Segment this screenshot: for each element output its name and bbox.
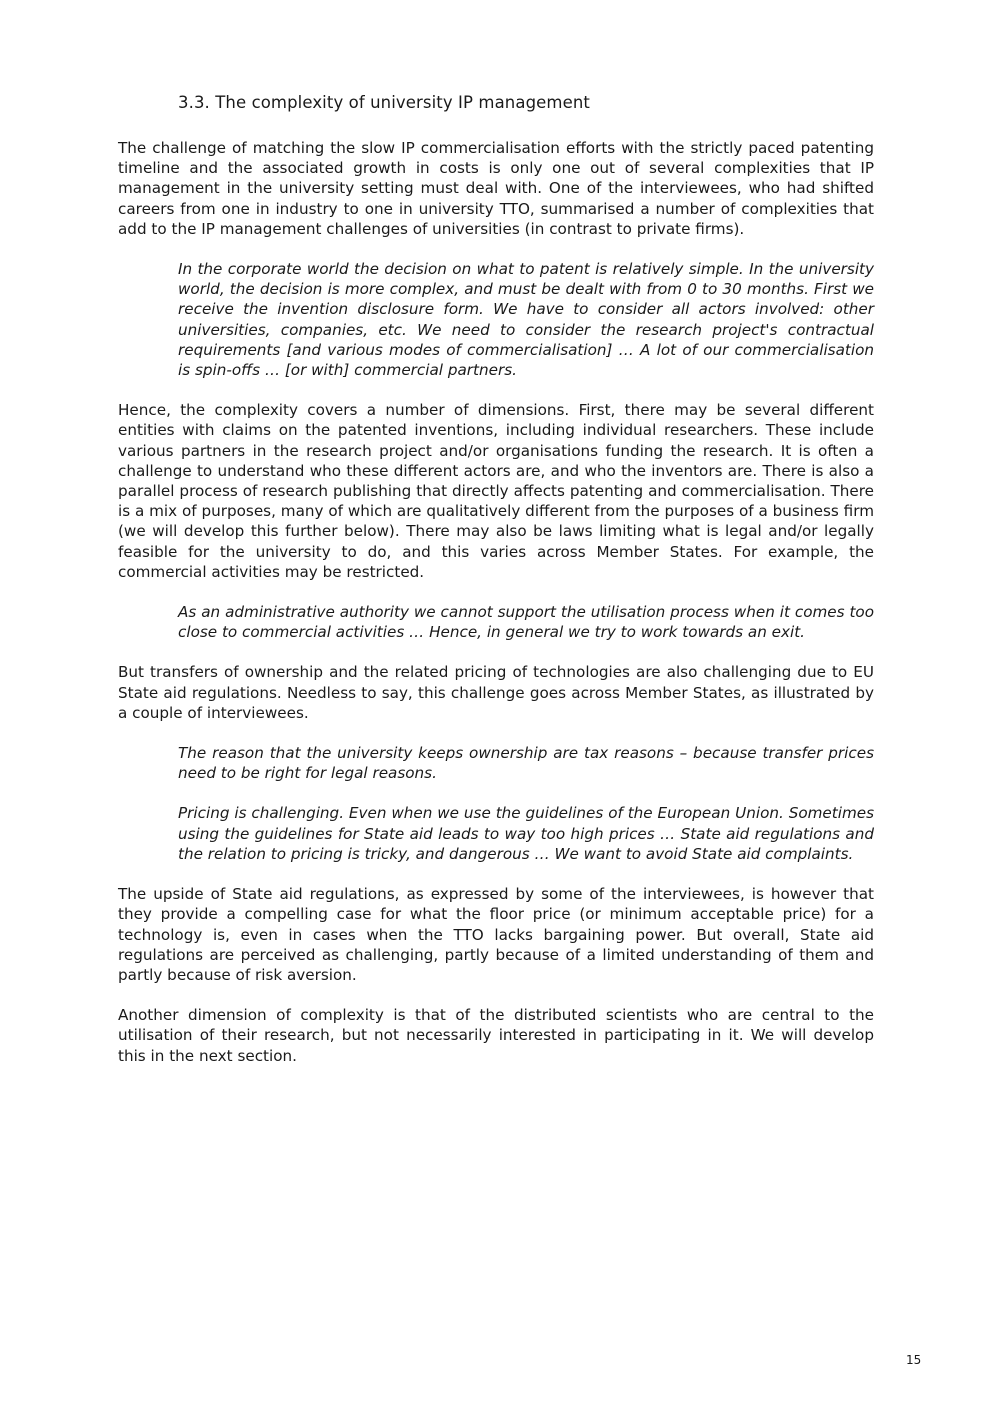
paragraph-intro: The challenge of matching the slow IP commercialisation efforts with the strictly paced patenting timeline and the associated growth in costs is only one out of several complexities that IP management in the university setting must deal with. One of the interviewees, who had shifted careers from one in industry to one in university TTO, summarised a number of complexities that add to the IP management challenges of universities (in contrast to private firms). (118, 139, 874, 238)
paragraph-state-aid: But transfers of ownership and the related pricing of technologies are also challenging due to EU State aid regulations. Needless to say, this challenge goes across Member States, as illustrated by a couple of interviewees. (118, 663, 874, 722)
quote-tax-reasons: The reason that the university keeps ownership are tax reasons – because transfer prices need to be right for legal reasons. (178, 744, 874, 783)
quote-pricing: Pricing is challenging. Even when we use the guidelines of the European Union. Sometimes using the guidelines for State aid leads to way too high prices … State aid regulations and the relation to pricing is tricky, and dangerous … We want to avoid State aid complaints. (178, 804, 874, 863)
paragraph-distributed-scientists: Another dimension of complexity is that of the distributed scientists who are central to the utilisation of their research, but not necessarily interested in participating in it. We will develop this in the next section. (118, 1006, 874, 1065)
quote-administrative-authority: As an administrative authority we cannot support the utilisation process when it comes too close to commercial activities … Hence, in general we try to work towards an exit. (178, 603, 874, 642)
paragraph-dimensions: Hence, the complexity covers a number of dimensions. First, there may be several different entities with claims on the patented inventions, including individual researchers. These include various partners in the research project and/or organisations funding the research. It is often a challenge to understand who these different actors are, and who the inventors are. There is also a parallel process of research publishing that directly affects patenting and commercialisation. There is a mix of purposes, many of which are qualitatively different from the purposes of a business firm (we will develop this further below). There may also be laws limiting what is legal and/or legally feasible for the university to do, and this varies across Member States. For example, the commercial activities may be restricted. (118, 401, 874, 581)
section-heading: 3.3. The complexity of university IP management (178, 93, 590, 112)
quote-corporate-world: In the corporate world the decision on what to patent is relatively simple. In the university world, the decision is more complex, and must be dealt with from 0 to 30 months. First we receive the invention disclosure form. We have to consider all actors involved: other universities, companies, etc. We need to consider the research project's contractual requirements [and various modes of commercialisation] … A lot of our commercialisation is spin-offs … [or with] commercial partners. (178, 260, 874, 380)
paragraph-upside: The upside of State aid regulations, as expressed by some of the interviewees, is however that they provide a compelling case for what the floor price (or minimum acceptable price) for a technology is, even in cases when the TTO lacks bargaining power. But overall, State aid regulations are perceived as challenging, partly because of a limited understanding of them and partly because of risk aversion. (118, 885, 874, 984)
page-number: 15 (906, 1353, 922, 1367)
document-body (118, 138, 874, 1086)
